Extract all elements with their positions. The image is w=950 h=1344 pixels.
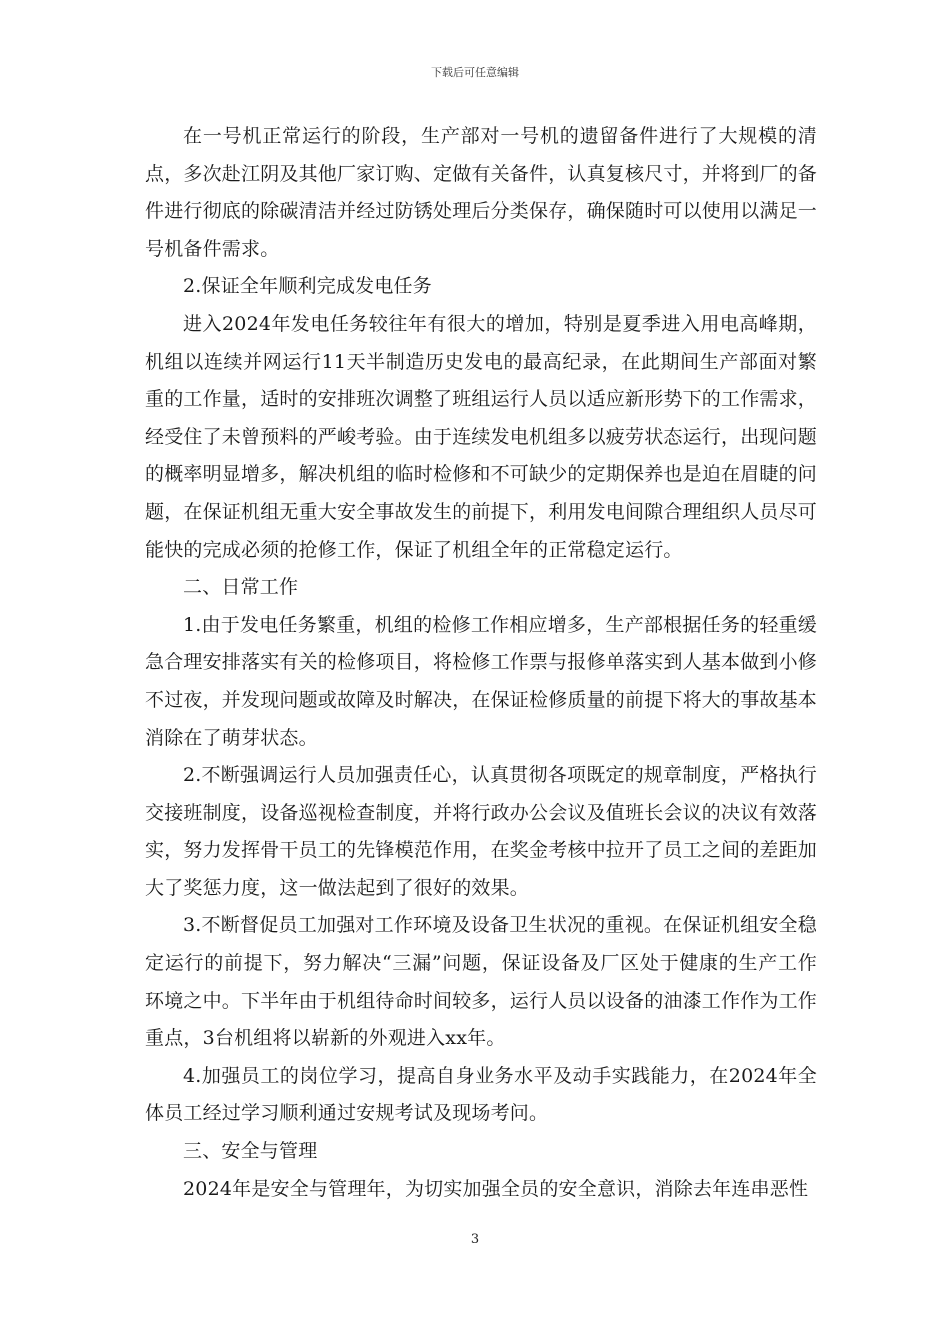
- paragraph-daily-work-4: 4.加强员工的岗位学习，提高自身业务水平及动手实践能力，在2024年全体员工经过学习顺利通过安规考试及现场考问。: [145, 1064, 817, 1125]
- heading-safety-management: 三、安全与管理: [183, 1140, 318, 1163]
- paragraph-daily-work-2: 2.不断强调运行人员加强责任心，认真贯彻各项既定的规章制度，严格执行交接班制度，设备巡视检查制度，并将行政办公会议及值班长会议的决议有效落实，努力发挥骨干员工的先锋模范作用，在奖金考核中拉开了员工之间的差距加大了奖惩力度，这一做法起到了很好的效果。: [145, 764, 818, 899]
- paragraph-power-generation: 进入2024年发电任务较往年有很大的增加，特别是夏季进入用电高峰期，机组以连续并网运行11天半制造历史发电的最高纪录，在此期间生产部面对繁重的工作量，适时的安排班次调整了班组运行人员以适应新形势下的工作需求，经受住了未曾预料的严峻考验。由于连续发电机组多以疲劳状态运行，出现问题的概率明显增多，解决机组的临时检修和不可缺少的定期保养也是迫在眉睫的问题，在保证机组无重大安全事故发生的前提下，利用发电间隙合理组织人员尽可能快的完成必须的抢修工作，保证了机组全年的正常稳定运行。: [145, 312, 818, 561]
- heading-power-generation-task: 2.保证全年顺利完成发电任务: [183, 275, 432, 298]
- paragraph-daily-work-3: 3.不断督促员工加强对工作环境及设备卫生状况的重视。在保证机组安全稳定运行的前提下，努力解决“三漏”问题，保证设备及厂区处于健康的生产工作环境之中。下半年由于机组待命时间较多，运行人员以设备的油漆工作作为工作重点，3台机组将以崭新的外观进入xx年。: [145, 914, 818, 1050]
- page-number: 3: [470, 1232, 480, 1247]
- heading-daily-work: 二、日常工作: [183, 576, 299, 599]
- paragraph-daily-work-1: 1.由于发电任务繁重，机组的检修工作相应增多，生产部根据任务的轻重缓急合理安排落实有关的检修项目，将检修工作票与报修单落实到人基本做到小修不过夜，并发现问题或故障及时解决，在保证检修质量的前提下将大的事故基本消除在了萌芽状态。: [145, 613, 818, 749]
- page-header: 下载后可任意编辑: [431, 66, 519, 79]
- document-body: [145, 118, 817, 1208]
- paragraph-safety-management: 2024年是安全与管理年，为切实加强全员的安全意识，消除去年连串恶性: [183, 1177, 809, 1200]
- paragraph-spare-parts: 在一号机正常运行的阶段，生产部对一号机的遗留备件进行了大规模的清点，多次赴江阴及其他厂家订购、定做有关备件，认真复核尺寸，并将到厂的备件进行彻底的除碳清洁并经过防锈处理后分类保存，确保随时可以使用以满足一号机备件需求。: [145, 125, 818, 260]
